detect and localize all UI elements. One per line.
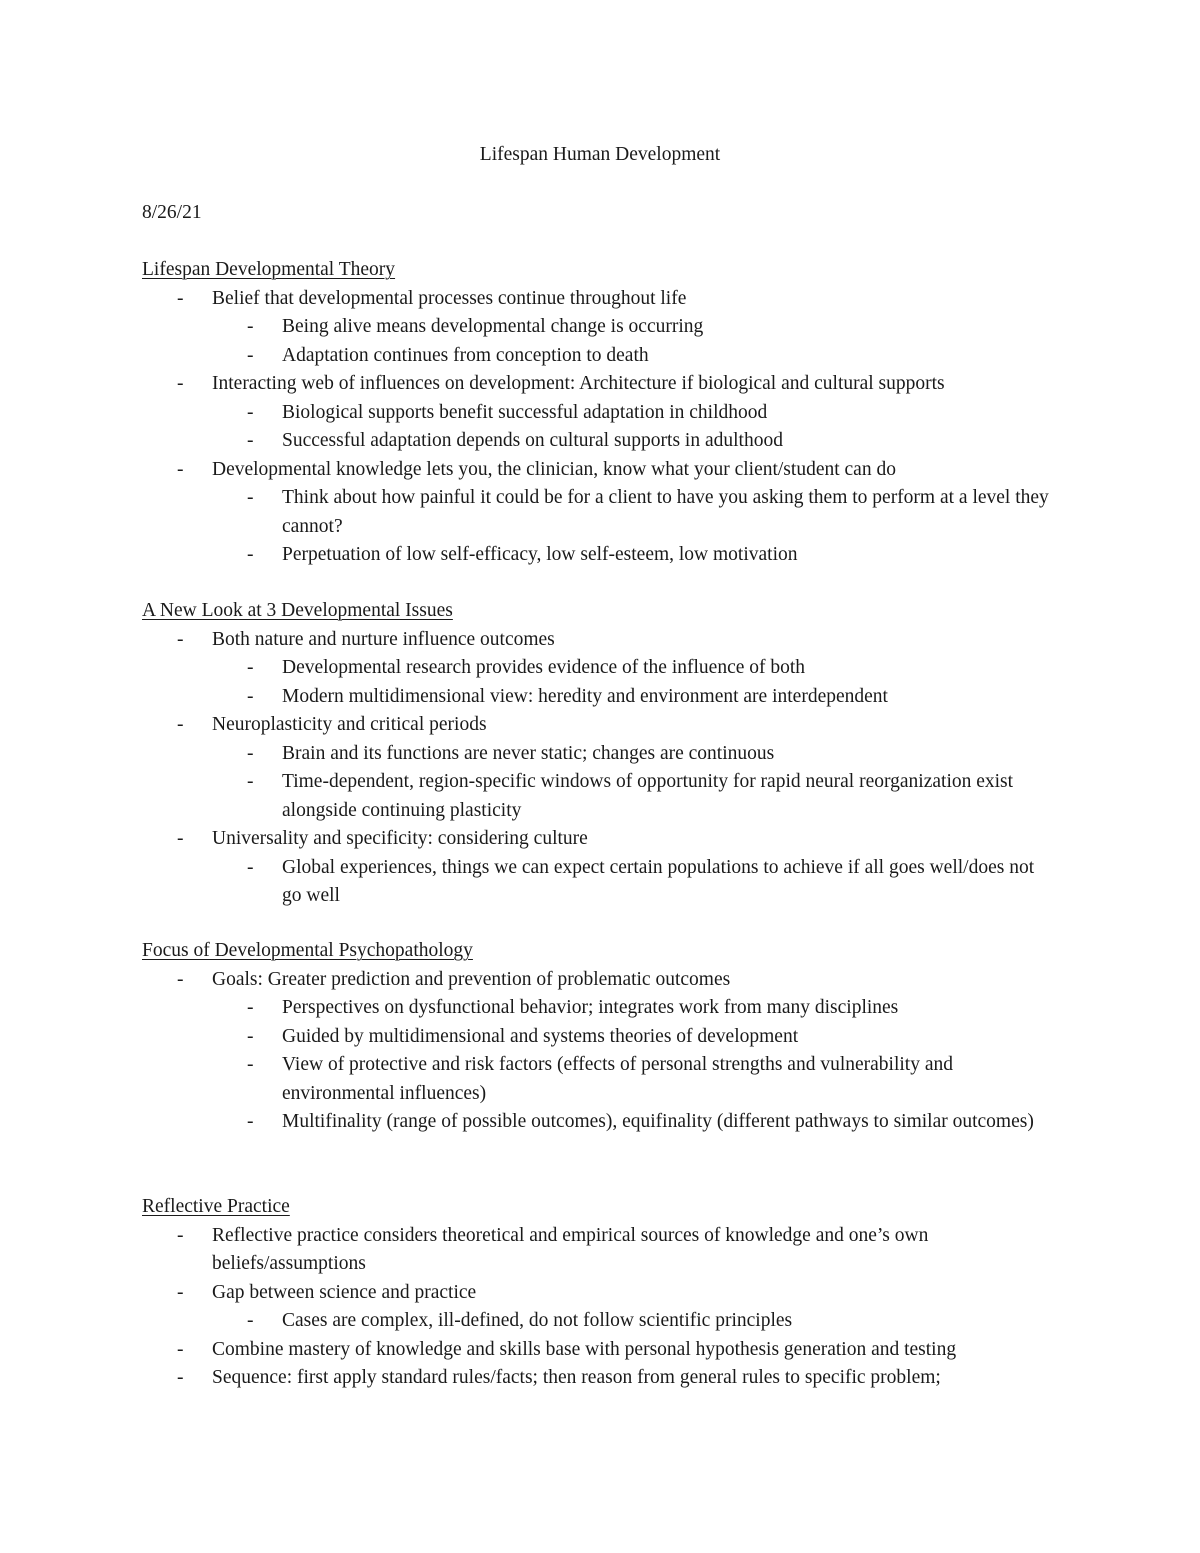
bullet-dash: - [177, 628, 184, 650]
bullet-dash: - [247, 997, 254, 1018]
sub-bullet-list [212, 313, 1052, 370]
list-item [142, 1222, 1052, 1279]
sub-list-item-text: Global experiences, things we can expect certain populations to achieve if all goes well/does not go well [282, 856, 1035, 906]
bullet-dash: - [247, 1054, 254, 1075]
bullet-dash: - [247, 742, 254, 764]
sub-list-item [212, 654, 1052, 683]
bullet-dash: - [247, 856, 254, 878]
sub-list-item-text: Successful adaptation depends on cultural supports in adulthood [282, 430, 783, 451]
sub-list-item-text: Cases are complex, ill-defined, do not follow scientific principles [282, 1310, 793, 1331]
bullet-dash: - [177, 1338, 184, 1360]
sub-list-item-text: Brain and its functions are never static; changes are continuous [282, 742, 775, 764]
bullet-dash: - [177, 458, 184, 480]
sub-list-item [212, 427, 1052, 456]
sub-list-item-text: Biological supports benefit successful adaptation in childhood [282, 401, 768, 423]
bullet-dash: - [247, 401, 254, 423]
list-item-text: Sequence: first apply standard rules/facts; then reason from general rules to specific problem; [212, 1367, 941, 1388]
list-item [142, 1279, 1052, 1336]
sub-bullet-list [212, 399, 1052, 456]
bullet-list [142, 626, 1052, 911]
bullet-dash: - [177, 373, 184, 394]
bullet-dash: - [177, 1367, 184, 1388]
sub-bullet-list [212, 854, 1052, 911]
bullet-list [142, 966, 1052, 1137]
sub-bullet-list [212, 740, 1052, 826]
sub-list-item-text: Guided by multidimensional and systems theories of development [282, 1025, 799, 1047]
section-developmental-issues [142, 597, 1052, 911]
list-item [142, 1336, 1052, 1365]
bullet-list [142, 1222, 1052, 1393]
bullet-dash: - [177, 714, 184, 735]
list-item [142, 711, 1052, 825]
list-item-text: Both nature and nurture influence outcomes [212, 628, 555, 650]
sub-bullet-list [212, 994, 1052, 1137]
section-heading: A New Look at 3 Developmental Issues [142, 600, 453, 621]
sub-list-item-text: Multifinality (range of possible outcomes), equifinality (different pathways to similar outcomes) [282, 1111, 1034, 1132]
sub-list-item [212, 541, 1052, 570]
list-item-text: Reflective practice considers theoretical and empirical sources of knowledge and one’s own beliefs/assumptions [212, 1224, 929, 1274]
list-item [142, 825, 1052, 911]
bullet-dash: - [247, 771, 254, 792]
list-item-text: Neuroplasticity and critical periods [212, 714, 487, 735]
section-lifespan-theory [142, 256, 1052, 570]
bullet-dash: - [247, 344, 254, 366]
list-item-text: Universality and specificity: considering culture [212, 828, 588, 849]
sub-list-item-text: Time-dependent, region-specific windows of opportunity for rapid neural reorganization exist alongside continuing plasticity [282, 771, 1014, 821]
bullet-dash: - [247, 685, 254, 707]
bullet-dash: - [247, 1025, 254, 1047]
sub-list-item-text: Being alive means developmental change is occurring [282, 316, 704, 337]
list-item-text: Developmental knowledge lets you, the clinician, know what your client/student can do [212, 458, 896, 480]
bullet-dash: - [247, 544, 254, 565]
section-reflective-practice [142, 1193, 1052, 1393]
bullet-dash: - [177, 828, 184, 849]
sub-list-item [212, 1307, 1052, 1336]
sub-list-item [212, 994, 1052, 1023]
sub-list-item-text: Modern multidimensional view: heredity and environment are interdependent [282, 685, 888, 707]
sub-list-item-text: Developmental research provides evidence of the influence of both [282, 657, 806, 678]
sub-list-item-text: Think about how painful it could be for a client to have you asking them to perform at a level they cannot? [282, 487, 1049, 537]
sub-list-item [212, 740, 1052, 769]
list-item-text: Interacting web of influences on development: Architecture if biological and cultural supports [212, 373, 945, 394]
list-item [142, 285, 1052, 371]
bullet-dash: - [247, 1111, 254, 1132]
sub-list-item [212, 1108, 1052, 1137]
section-heading: Focus of Developmental Psychopathology [142, 940, 473, 961]
sub-list-item [212, 1023, 1052, 1052]
list-item [142, 966, 1052, 1137]
sub-list-item [212, 313, 1052, 342]
section-heading: Lifespan Developmental Theory [142, 259, 396, 280]
list-item [142, 626, 1052, 712]
sub-list-item-text: View of protective and risk factors (effects of personal strengths and vulnerability and environmental influences) [282, 1054, 953, 1104]
list-item [142, 456, 1052, 570]
list-item-text: Goals: Greater prediction and prevention of problematic outcomes [212, 968, 731, 990]
document-title: Lifespan Human Development [479, 144, 721, 165]
bullet-dash: - [247, 430, 254, 451]
sub-bullet-list [212, 654, 1052, 711]
section-heading: Reflective Practice [142, 1196, 290, 1217]
sub-bullet-list [212, 484, 1052, 570]
sub-list-item-text: Perpetuation of low self-efficacy, low self-esteem, low motivation [282, 544, 798, 565]
list-item-text: Belief that developmental processes continue throughout life [212, 287, 687, 309]
sub-list-item [212, 854, 1052, 911]
bullet-dash: - [177, 1281, 184, 1303]
bullet-list [142, 285, 1052, 570]
document-date: 8/26/21 [142, 202, 202, 223]
sub-list-item-text: Adaptation continues from conception to death [282, 344, 649, 366]
sub-list-item [212, 399, 1052, 428]
bullet-dash: - [247, 1310, 254, 1331]
sub-list-item [212, 683, 1052, 712]
sub-list-item [212, 342, 1052, 371]
bullet-dash: - [247, 487, 254, 508]
sub-list-item [212, 768, 1052, 825]
bullet-dash: - [247, 316, 254, 337]
bullet-dash: - [247, 657, 254, 678]
section-developmental-psychopathology [142, 937, 1052, 1137]
list-item-text: Gap between science and practice [212, 1281, 477, 1303]
sub-list-item-text: Perspectives on dysfunctional behavior; integrates work from many disciplines [282, 997, 899, 1018]
sub-bullet-list [212, 1307, 1052, 1336]
list-item [142, 370, 1052, 456]
bullet-dash: - [177, 968, 184, 990]
bullet-dash: - [177, 1224, 184, 1246]
sub-list-item [212, 1051, 1052, 1108]
sub-list-item [212, 484, 1052, 541]
list-item-text: Combine mastery of knowledge and skills base with personal hypothesis generation and testing [212, 1338, 957, 1360]
bullet-dash: - [177, 287, 184, 309]
list-item [142, 1364, 1052, 1393]
